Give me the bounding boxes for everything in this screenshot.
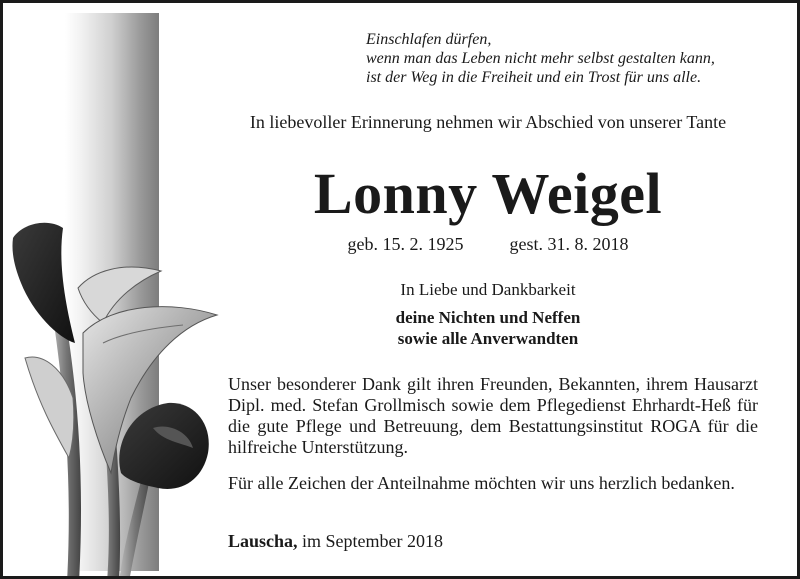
place: Lauscha, (228, 531, 298, 551)
motto-line: wenn man das Leben nicht mehr selbst gestalten kann, (366, 50, 715, 67)
birth-date: geb. 15. 2. 1925 (347, 234, 464, 254)
motto-verse (366, 30, 715, 87)
signature-intro: In Liebe und Dankbarkeit (400, 280, 576, 299)
death-date: gest. 31. 8. 2018 (509, 234, 629, 254)
motto-line: ist der Weg in die Freiheit und ein Trost für uns alle. (366, 69, 702, 86)
date: im September 2018 (302, 531, 444, 551)
thanks-paragraph: Für alle Zeichen der Anteilnahme möchten wir uns herzlich bedanken. (228, 473, 735, 493)
motto-line: Einschlafen dürfen, (366, 31, 492, 48)
life-dates (183, 234, 793, 255)
intro-text: In liebevoller Erinnerung nehmen wir Abschied von unserer Tante (249, 112, 727, 132)
deceased-name: Lonny Weigel (313, 161, 663, 226)
mourners-line: sowie alle Anverwandten (397, 329, 579, 348)
mourners-line: deine Nichten und Neffen (395, 308, 581, 327)
place-date-line (228, 531, 443, 552)
mourners-list (183, 307, 793, 349)
thanks-paragraph: Unser besonderer Dank gilt ihren Freunden, Bekannten, ihrem Hausarzt Dipl. med. Stefan Grollmisch sowie dem Pflegedienst Ehrhardt-Heß für die gute Pflege und Betreuung, dem Bestattungsinstitut ROGA für die hilfreiche Unterstützung. (228, 374, 758, 457)
